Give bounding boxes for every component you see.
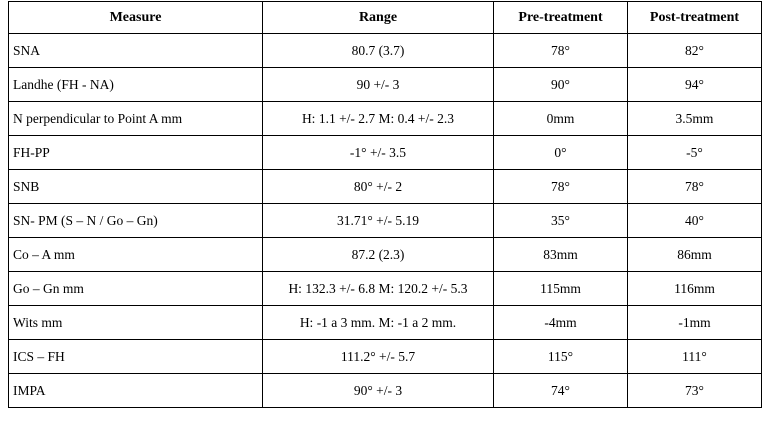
measure-cell: SNA [9, 34, 263, 68]
table-header-row [9, 2, 762, 34]
table-row [9, 204, 762, 238]
measure-cell: N perpendicular to Point A mm [9, 102, 263, 136]
pre-treatment-cell: 35° [494, 204, 628, 238]
post-treatment-cell: 78° [628, 170, 762, 204]
header-pre-treatment: Pre-treatment [494, 2, 628, 34]
pre-treatment-cell: 115° [494, 340, 628, 374]
range-cell: H: -1 a 3 mm. M: -1 a 2 mm. [263, 306, 494, 340]
table-row [9, 374, 762, 408]
table-row [9, 340, 762, 374]
header-measure: Measure [9, 2, 263, 34]
range-cell: 90° +/- 3 [263, 374, 494, 408]
post-treatment-cell: 116mm [628, 272, 762, 306]
range-cell: H: 132.3 +/- 6.8 M: 120.2 +/- 5.3 [263, 272, 494, 306]
pre-treatment-cell: -4mm [494, 306, 628, 340]
post-treatment-cell: 94° [628, 68, 762, 102]
range-cell: H: 1.1 +/- 2.7 M: 0.4 +/- 2.3 [263, 102, 494, 136]
measure-cell: Go – Gn mm [9, 272, 263, 306]
table-row [9, 238, 762, 272]
post-treatment-cell: 3.5mm [628, 102, 762, 136]
table-row [9, 102, 762, 136]
measure-cell: SNB [9, 170, 263, 204]
range-cell: 111.2° +/- 5.7 [263, 340, 494, 374]
range-cell: 80° +/- 2 [263, 170, 494, 204]
table-row [9, 34, 762, 68]
post-treatment-cell: 73° [628, 374, 762, 408]
range-cell: 31.71° +/- 5.19 [263, 204, 494, 238]
post-treatment-cell: 82° [628, 34, 762, 68]
cephalometric-table [8, 1, 762, 408]
measure-cell: IMPA [9, 374, 263, 408]
post-treatment-cell: 40° [628, 204, 762, 238]
table-row [9, 68, 762, 102]
measure-cell: FH-PP [9, 136, 263, 170]
pre-treatment-cell: 78° [494, 170, 628, 204]
measure-cell: Wits mm [9, 306, 263, 340]
post-treatment-cell: -5° [628, 136, 762, 170]
table-row [9, 136, 762, 170]
header-range: Range [263, 2, 494, 34]
post-treatment-cell: -1mm [628, 306, 762, 340]
table-row [9, 170, 762, 204]
pre-treatment-cell: 78° [494, 34, 628, 68]
range-cell: 80.7 (3.7) [263, 34, 494, 68]
pre-treatment-cell: 83mm [494, 238, 628, 272]
pre-treatment-cell: 115mm [494, 272, 628, 306]
range-cell: -1° +/- 3.5 [263, 136, 494, 170]
measure-cell: Co – A mm [9, 238, 263, 272]
pre-treatment-cell: 90° [494, 68, 628, 102]
range-cell: 87.2 (2.3) [263, 238, 494, 272]
measure-cell: ICS – FH [9, 340, 263, 374]
pre-treatment-cell: 74° [494, 374, 628, 408]
measure-cell: Landhe (FH - NA) [9, 68, 263, 102]
table-row [9, 272, 762, 306]
post-treatment-cell: 86mm [628, 238, 762, 272]
table-row [9, 306, 762, 340]
pre-treatment-cell: 0° [494, 136, 628, 170]
header-post-treatment: Post-treatment [628, 2, 762, 34]
post-treatment-cell: 111° [628, 340, 762, 374]
range-cell: 90 +/- 3 [263, 68, 494, 102]
measure-cell: SN- PM (S – N / Go – Gn) [9, 204, 263, 238]
pre-treatment-cell: 0mm [494, 102, 628, 136]
